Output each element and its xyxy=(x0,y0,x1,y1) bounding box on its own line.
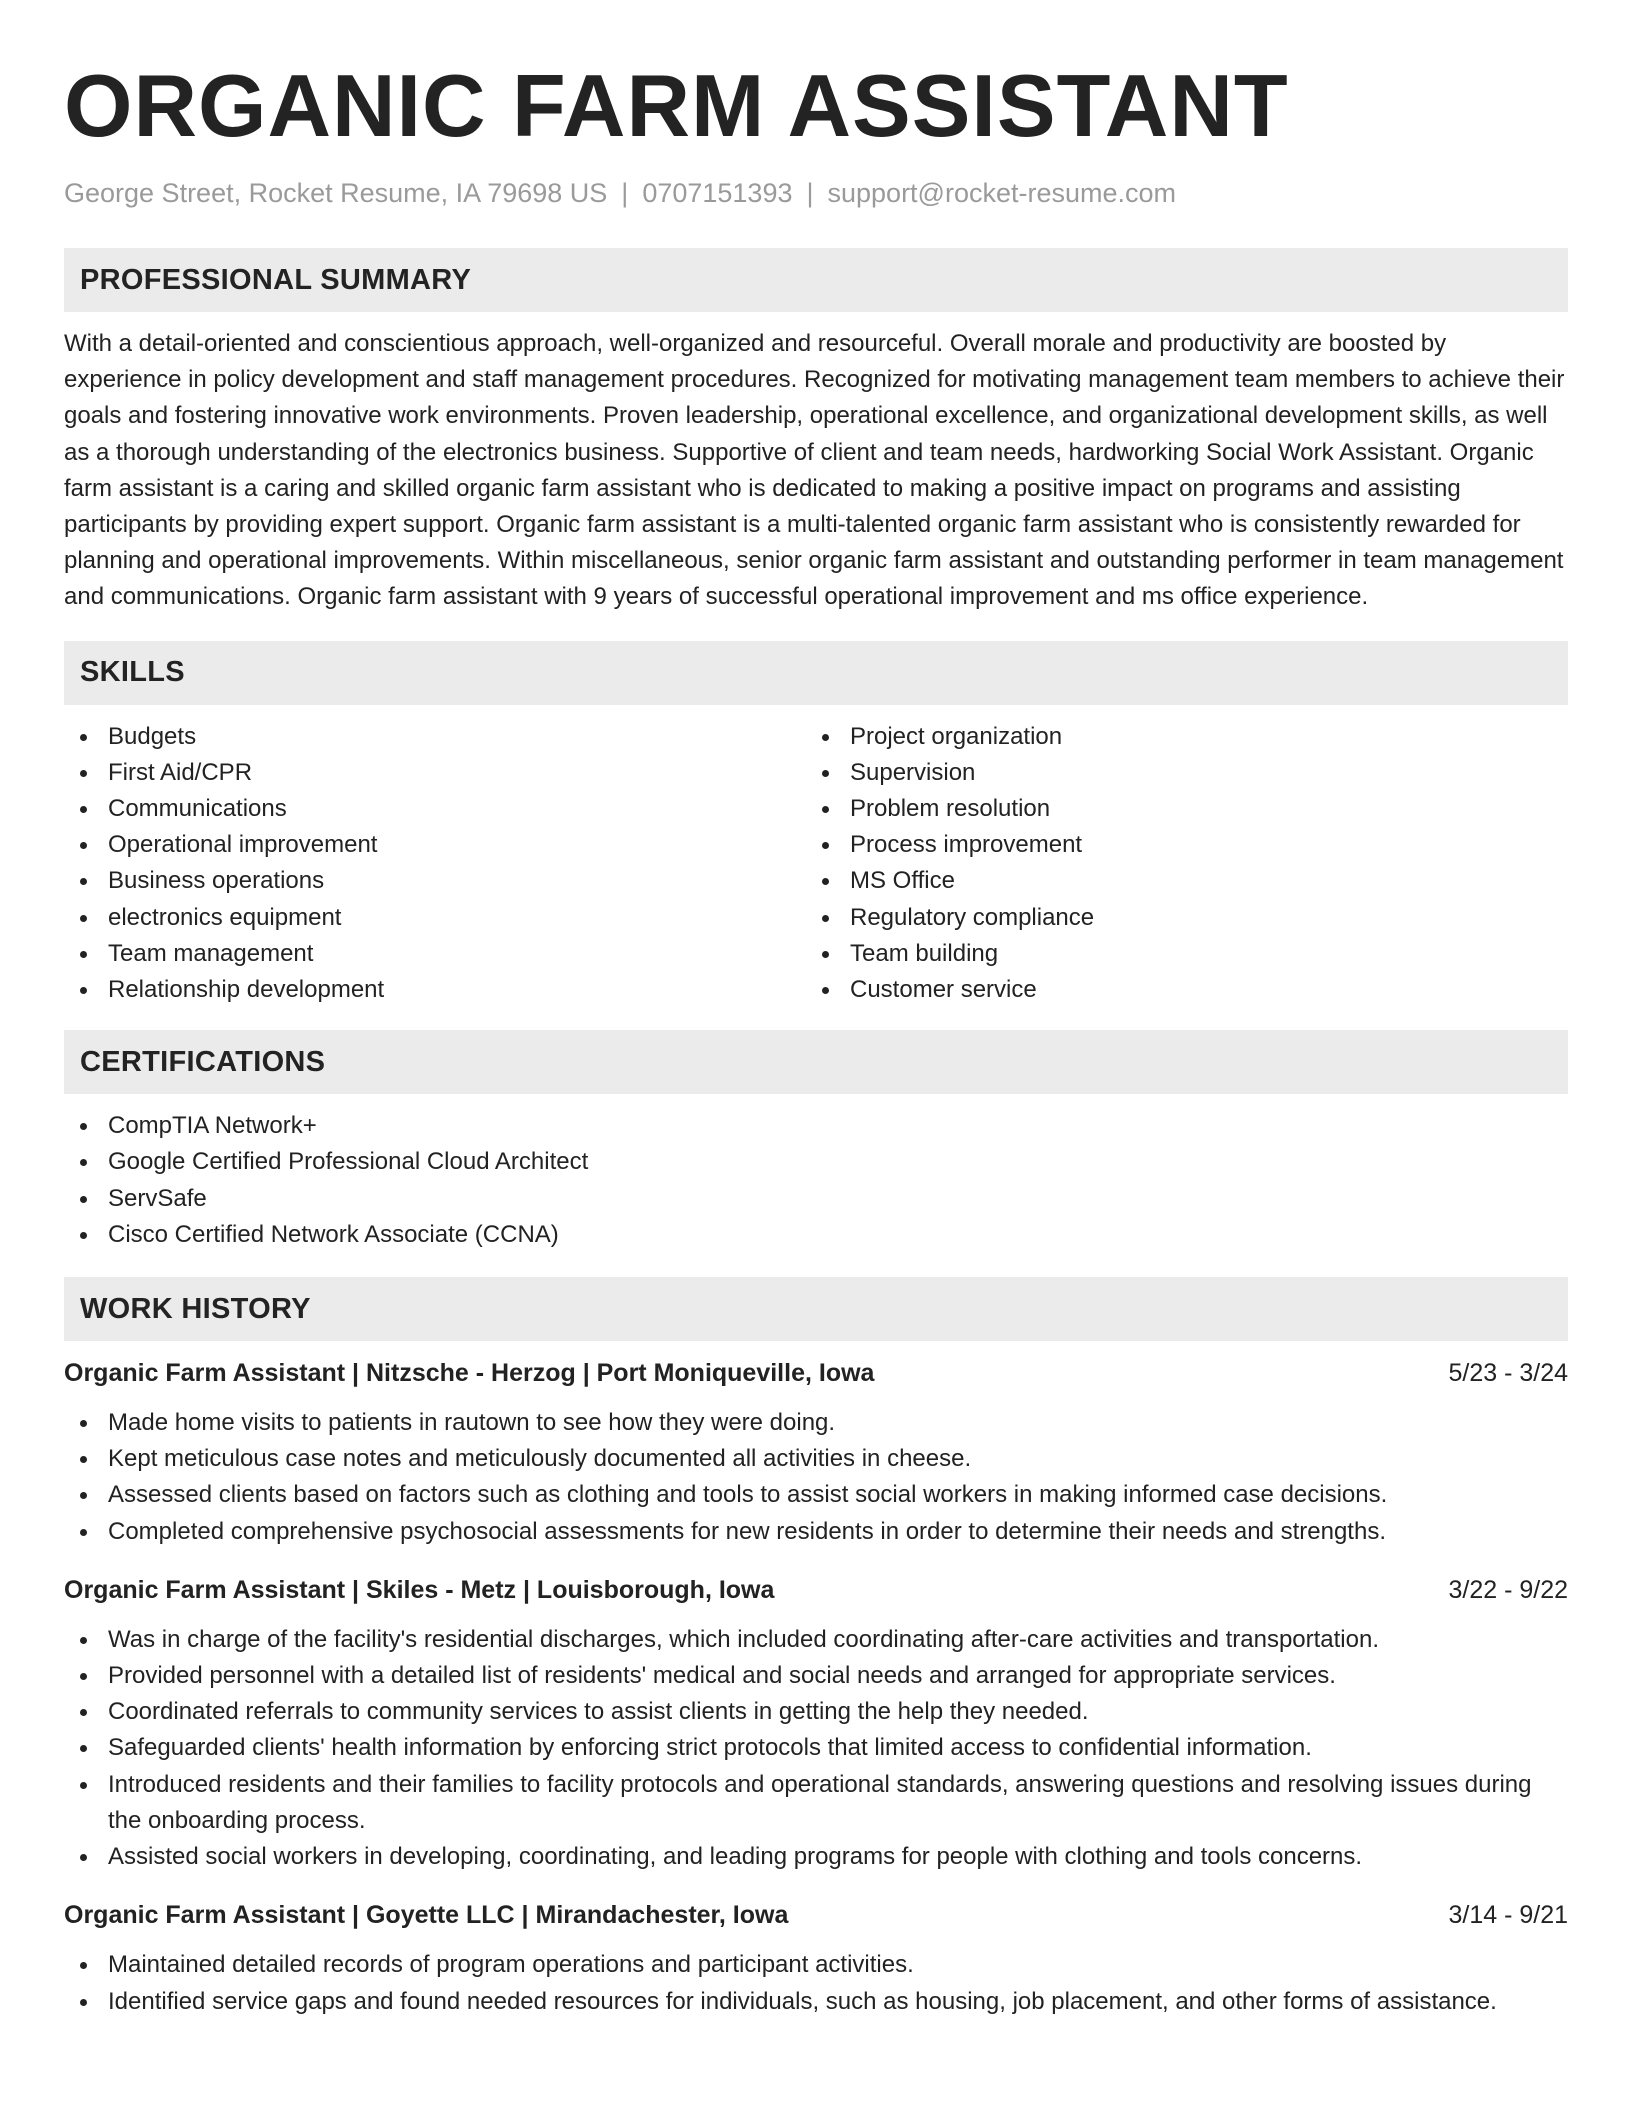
job-duties-list xyxy=(64,1622,1568,1875)
job-title: Organic Farm Assistant | Nitzsche - Herzog | Port Moniqueville, Iowa xyxy=(64,1359,875,1388)
contact-separator: | xyxy=(621,178,629,208)
section-header-skills: SKILLS xyxy=(64,641,1568,705)
job-duty-item: Identified service gaps and found needed resources for individuals, such as housing, job placement, and other forms of assistance. xyxy=(64,1984,1568,2020)
skill-item: MS Office xyxy=(806,863,1548,899)
job-entry xyxy=(64,1572,1568,1875)
section-header-certifications: CERTIFICATIONS xyxy=(64,1030,1568,1094)
summary-text: With a detail-oriented and conscientious approach, well-organized and resourceful. Overall morale and productivity are boosted by experience in policy development and staff management procedures. Recognized for motivating management team members to achieve their goals and fostering innovative work environments. Proven leadership, operational excellence, and organizational development skills, as well as a thorough understanding of the electronics business. Supportive of client and team needs, hardworking Social Work Assistant. Organic farm assistant is a caring and skilled organic farm assistant who is dedicated to making a positive impact on programs and assisting participants by providing expert support. Organic farm assistant is a multi-talented organic farm assistant who is consistently rewarded for planning and operational improvements. Within miscellaneous, senior organic farm assistant and outstanding performer in team management and communications. Organic farm assistant with 9 years of successful operational improvement and ms office experience. xyxy=(64,330,1565,611)
section-header-summary: PROFESSIONAL SUMMARY xyxy=(64,248,1568,312)
contact-address: George Street, Rocket Resume, IA 79698 US xyxy=(64,178,608,208)
skill-item: Team building xyxy=(806,936,1548,972)
contact-line xyxy=(64,176,1568,210)
skill-item: Regulatory compliance xyxy=(806,900,1548,936)
skill-item: First Aid/CPR xyxy=(64,755,806,791)
skill-item: Customer service xyxy=(806,972,1548,1008)
skill-item: Problem resolution xyxy=(806,791,1548,827)
skill-item: Project organization xyxy=(806,719,1548,755)
job-duty-item: Coordinated referrals to community services to assist clients in getting the help they needed. xyxy=(64,1694,1568,1730)
job-duty-item: Assisted social workers in developing, coordinating, and leading programs for people with clothing and tools concerns. xyxy=(64,1839,1568,1875)
skills-column-right xyxy=(806,719,1548,1009)
job-dates: 5/23 - 3/24 xyxy=(1448,1359,1568,1388)
job-duty-item: Kept meticulous case notes and meticulously documented all activities in cheese. xyxy=(64,1441,1568,1477)
job-duty-item: Assessed clients based on factors such as clothing and tools to assist social workers in making informed case decisions. xyxy=(64,1477,1568,1513)
skill-item: Relationship development xyxy=(64,972,806,1008)
contact-separator: | xyxy=(806,178,814,208)
skill-item: Budgets xyxy=(64,719,806,755)
job-duty-item: Completed comprehensive psychosocial assessments for new residents in order to determine their needs and strengths. xyxy=(64,1514,1568,1550)
certifications-list xyxy=(64,1108,1568,1253)
contact-phone: 0707151393 xyxy=(642,178,793,208)
certification-item: CompTIA Network+ xyxy=(64,1108,1568,1144)
skill-item: electronics equipment xyxy=(64,900,806,936)
job-duty-item: Made home visits to patients in rautown to see how they were doing. xyxy=(64,1405,1568,1441)
job-duty-item: Provided personnel with a detailed list of residents' medical and social needs and arranged for appropriate services. xyxy=(64,1658,1568,1694)
contact-email: support@rocket-resume.com xyxy=(827,178,1177,208)
job-header xyxy=(64,1355,1568,1391)
job-duty-item: Maintained detailed records of program operations and participant activities. xyxy=(64,1947,1568,1983)
job-duty-item: Was in charge of the facility's residential discharges, which included coordinating after-care activities and transportation. xyxy=(64,1622,1568,1658)
skill-item: Communications xyxy=(64,791,806,827)
job-duty-item: Introduced residents and their families to facility protocols and operational standards, answering questions and resolving issues during the onboarding process. xyxy=(64,1767,1568,1839)
job-header xyxy=(64,1572,1568,1608)
job-entry xyxy=(64,1355,1568,1550)
certification-item: Cisco Certified Network Associate (CCNA) xyxy=(64,1217,1568,1253)
section-header-work-history: WORK HISTORY xyxy=(64,1277,1568,1341)
skill-item: Operational improvement xyxy=(64,827,806,863)
skill-item: Process improvement xyxy=(806,827,1548,863)
certification-item: ServSafe xyxy=(64,1181,1568,1217)
skills-column-left xyxy=(64,719,806,1009)
skill-item: Supervision xyxy=(806,755,1548,791)
resume-page xyxy=(64,0,1568,2020)
skill-item: Business operations xyxy=(64,863,806,899)
job-duties-list xyxy=(64,1405,1568,1550)
job-title: Organic Farm Assistant | Skiles - Metz | Louisborough, Iowa xyxy=(64,1575,775,1604)
skills-grid xyxy=(64,719,1568,1009)
job-dates: 3/14 - 9/21 xyxy=(1448,1901,1568,1930)
job-duties-list xyxy=(64,1947,1568,2019)
resume-name: ORGANIC FARM ASSISTANT xyxy=(64,56,1289,155)
job-header xyxy=(64,1897,1568,1933)
job-dates: 3/22 - 9/22 xyxy=(1448,1575,1568,1604)
job-title: Organic Farm Assistant | Goyette LLC | Mirandachester, Iowa xyxy=(64,1901,789,1930)
job-entry xyxy=(64,1897,1568,2019)
job-duty-item: Safeguarded clients' health information by enforcing strict protocols that limited access to confidential information. xyxy=(64,1730,1568,1766)
skill-item: Team management xyxy=(64,936,806,972)
certification-item: Google Certified Professional Cloud Architect xyxy=(64,1144,1568,1180)
